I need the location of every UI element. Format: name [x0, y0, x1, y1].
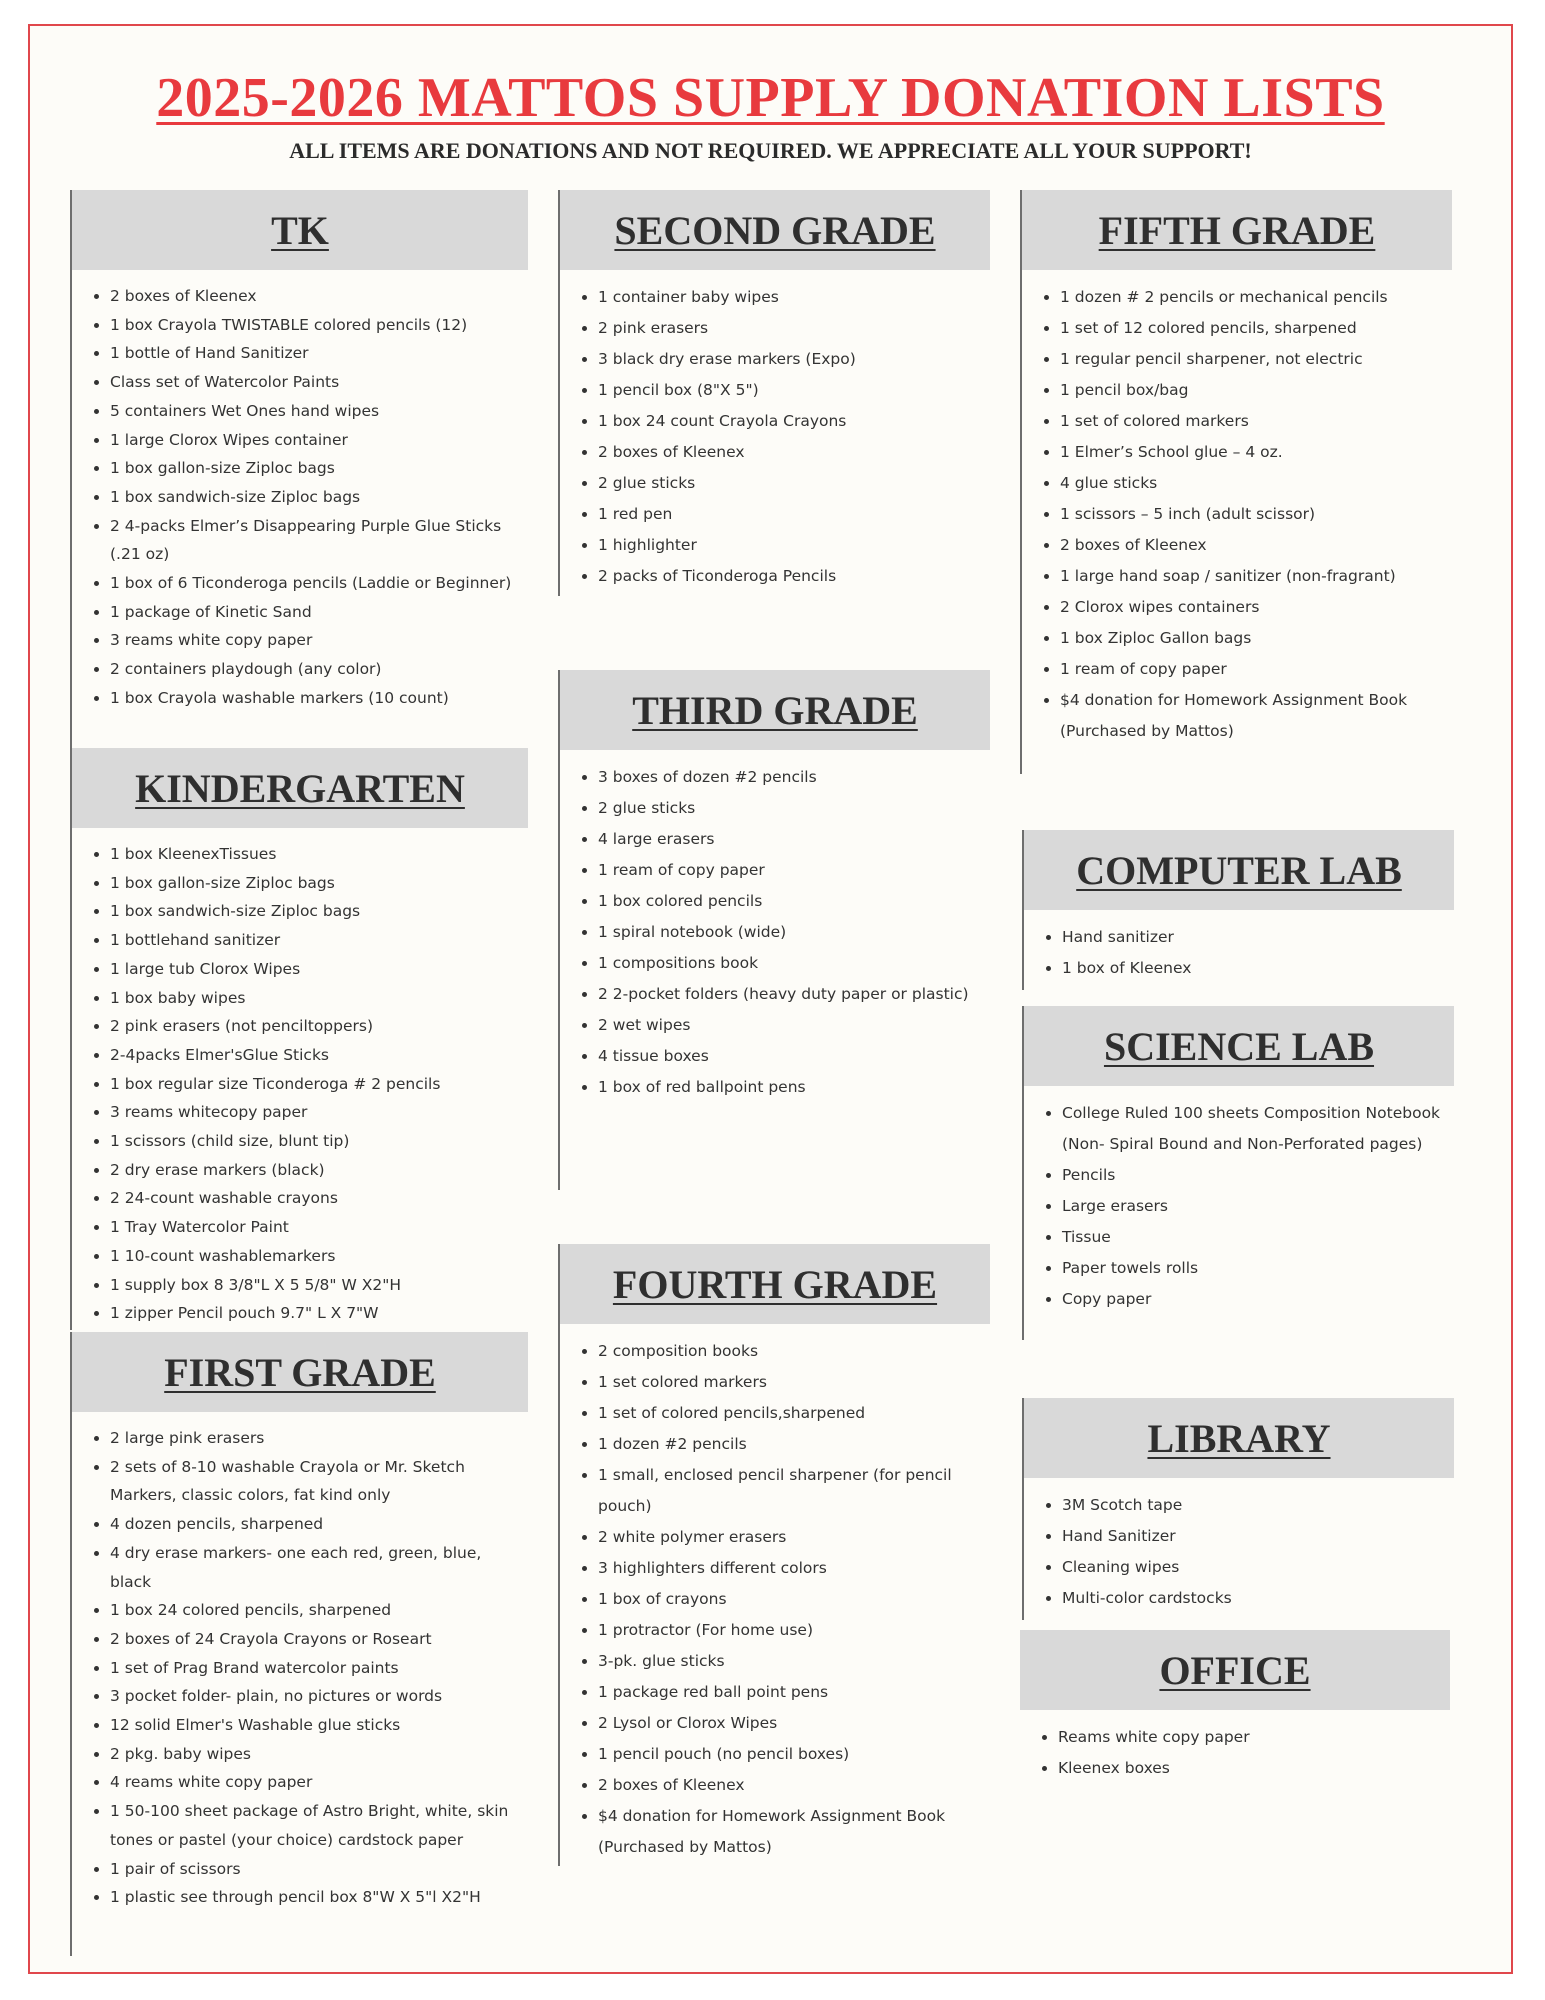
- section-heading-bar: [560, 190, 990, 270]
- list-item: • 1 box sandwich-size Ziploc bags: [110, 897, 520, 926]
- list-item: • 4 dry erase markers- one each red, green, blue, black: [110, 1539, 520, 1596]
- list-item: • Kleenex boxes: [1058, 1753, 1442, 1784]
- supply-list: [72, 270, 528, 713]
- list-item: • 2 white polymer erasers: [598, 1522, 982, 1553]
- section-heading: KINDERGARTEN: [135, 765, 465, 811]
- list-item: • 1 large hand soap / sanitizer (non-fragrant): [1060, 561, 1444, 592]
- section-heading: FOURTH GRADE: [612, 1261, 938, 1307]
- list-item: • 2 containers playdough (any color): [110, 655, 520, 684]
- list-item: • 1 box Crayola TWISTABLE colored pencils (12): [110, 311, 520, 340]
- list-item: • 2 glue sticks: [598, 468, 982, 499]
- list-item: • 1 pencil box/bag: [1060, 375, 1444, 406]
- list-item: • 1 set of 12 colored pencils, sharpened: [1060, 313, 1444, 344]
- supply-list: [1024, 1086, 1454, 1315]
- list-item: • 2 Clorox wipes containers: [1060, 592, 1444, 623]
- list-item: • 4 reams white copy paper: [110, 1768, 520, 1797]
- section-heading: OFFICE: [1159, 1647, 1311, 1693]
- list-item: • 1 highlighter: [598, 530, 982, 561]
- list-item: • 1 compositions book: [598, 948, 982, 979]
- supply-list: [72, 828, 528, 1328]
- list-item: • 1 dozen #2 pencils: [598, 1429, 982, 1460]
- list-item: • 2 pink erasers: [598, 313, 982, 344]
- list-item: • 1 box KleenexTissues: [110, 840, 520, 869]
- list-item: • 2 packs of Ticonderoga Pencils: [598, 561, 982, 592]
- list-item: • 1 bottlehand sanitizer: [110, 926, 520, 955]
- list-item: • 2 glue sticks: [598, 793, 982, 824]
- list-item: • 2 composition books: [598, 1336, 982, 1367]
- list-item: • 1 box of 6 Ticonderoga pencils (Laddie or Beginner): [110, 569, 520, 598]
- section-heading: THIRD GRADE: [632, 687, 918, 733]
- list-item: • 1 container baby wipes: [598, 282, 982, 313]
- list-item: • 1 Elmer’s School glue – 4 oz.: [1060, 437, 1444, 468]
- list-item: • 1 protractor (For home use): [598, 1615, 982, 1646]
- list-item: • $4 donation for Homework Assignment Book (Purchased by Mattos): [598, 1801, 982, 1863]
- list-item: • 1 regular pencil sharpener, not electric: [1060, 344, 1444, 375]
- section-heading-bar: [72, 190, 528, 270]
- list-item: • 2 sets of 8-10 washable Crayola or Mr. Sketch Markers, classic colors, fat kind only: [110, 1453, 520, 1510]
- list-item: • 1 box 24 colored pencils, sharpened: [110, 1596, 520, 1625]
- section-fifth-grade: [1020, 190, 1452, 774]
- list-item: • 4 glue sticks: [1060, 468, 1444, 499]
- list-item: • 1 spiral notebook (wide): [598, 917, 982, 948]
- section-heading: COMPUTER LAB: [1076, 847, 1402, 893]
- list-item: • Reams white copy paper: [1058, 1722, 1442, 1753]
- list-item: • 2 boxes of Kleenex: [110, 282, 520, 311]
- list-item: • 1 10-count washablemarkers: [110, 1242, 520, 1271]
- list-item: • 1 plastic see through pencil box 8"W X 5"l X2"H: [110, 1883, 520, 1912]
- list-item: • 2 pkg. baby wipes: [110, 1740, 520, 1769]
- list-item: • 3M Scotch tape: [1062, 1490, 1446, 1521]
- supply-list: [1022, 270, 1452, 747]
- section-library: [1022, 1398, 1454, 1620]
- list-item: • Paper towels rolls: [1062, 1253, 1446, 1284]
- supply-list: [560, 1324, 990, 1863]
- list-item: • 2 boxes of Kleenex: [598, 1770, 982, 1801]
- supply-list: [560, 750, 990, 1103]
- list-item: • 1 box Crayola washable markers (10 count): [110, 684, 520, 713]
- list-item: • Large erasers: [1062, 1191, 1446, 1222]
- list-item: • 1 red pen: [598, 499, 982, 530]
- list-item: • 2 boxes of 24 Crayola Crayons or Roseart: [110, 1625, 520, 1654]
- supply-list: [560, 270, 990, 592]
- section-heading: SCIENCE LAB: [1103, 1023, 1375, 1069]
- list-item: • 1 package red ball point pens: [598, 1677, 982, 1708]
- section-kindergarten: [70, 748, 528, 1330]
- supply-list: [72, 1412, 528, 1912]
- list-item: • 1 package of Kinetic Sand: [110, 598, 520, 627]
- list-item: • 3 boxes of dozen #2 pencils: [598, 762, 982, 793]
- section-heading-bar: [1022, 190, 1452, 270]
- section-heading: LIBRARY: [1147, 1415, 1331, 1461]
- list-item: • 1 box colored pencils: [598, 886, 982, 917]
- list-item: • 1 pencil box (8"X 5"): [598, 375, 982, 406]
- list-item: • 1 box of crayons: [598, 1584, 982, 1615]
- section-science-lab: [1022, 1006, 1454, 1340]
- list-item: • 1 bottle of Hand Sanitizer: [110, 339, 520, 368]
- list-item: • 1 box 24 count Crayola Crayons: [598, 406, 982, 437]
- list-item: • 1 box of red ballpoint pens: [598, 1072, 982, 1103]
- list-item: • 1 set of Prag Brand watercolor paints: [110, 1654, 520, 1683]
- section-fourth-grade: [558, 1244, 990, 1866]
- list-item: • 1 scissors (child size, blunt tip): [110, 1127, 520, 1156]
- list-item: • 1 box Ziploc Gallon bags: [1060, 623, 1444, 654]
- section-tk: [70, 190, 528, 748]
- list-item: • Hand Sanitizer: [1062, 1521, 1446, 1552]
- list-item: • 12 solid Elmer's Washable glue sticks: [110, 1711, 520, 1740]
- list-item: • 1 small, enclosed pencil sharpener (for pencil pouch): [598, 1460, 982, 1522]
- list-item: • 4 tissue boxes: [598, 1041, 982, 1072]
- section-office: [1020, 1630, 1450, 1790]
- section-heading-bar: [1020, 1630, 1450, 1710]
- list-item: • 1 ream of copy paper: [1060, 654, 1444, 685]
- list-item: • 1 Tray Watercolor Paint: [110, 1213, 520, 1242]
- list-item: • 2 boxes of Kleenex: [598, 437, 982, 468]
- list-item: • 2 large pink erasers: [110, 1424, 520, 1453]
- list-item: • $4 donation for Homework Assignment Book (Purchased by Mattos): [1060, 685, 1444, 747]
- list-item: • 1 large tub Clorox Wipes: [110, 955, 520, 984]
- section-heading: TK: [271, 207, 329, 253]
- list-item: • 2-4packs Elmer'sGlue Sticks: [110, 1041, 520, 1070]
- section-heading-bar: [560, 670, 990, 750]
- section-heading: FIFTH GRADE: [1098, 207, 1376, 253]
- list-item: • 1 box baby wipes: [110, 984, 520, 1013]
- list-item: • 1 supply box 8 3/8"L X 5 5/8" W X2"H: [110, 1271, 520, 1300]
- section-heading-bar: [560, 1244, 990, 1324]
- list-item: • 1 pencil pouch (no pencil boxes): [598, 1739, 982, 1770]
- list-item: • 3 reams whitecopy paper: [110, 1098, 520, 1127]
- page-subtitle: ALL ITEMS ARE DONATIONS AND NOT REQUIRED. WE APPRECIATE ALL YOUR SUPPORT!: [289, 138, 1252, 163]
- list-item: • 1 large Clorox Wipes container: [110, 426, 520, 455]
- list-item: • Copy paper: [1062, 1284, 1446, 1315]
- list-item: • 1 ream of copy paper: [598, 855, 982, 886]
- list-item: • Pencils: [1062, 1160, 1446, 1191]
- list-item: • 4 dozen pencils, sharpened: [110, 1510, 520, 1539]
- list-item: • 1 set colored markers: [598, 1367, 982, 1398]
- list-item: • 2 Lysol or Clorox Wipes: [598, 1708, 982, 1739]
- list-item: • 2 boxes of Kleenex: [1060, 530, 1444, 561]
- list-item: • 3 pocket folder- plain, no pictures or words: [110, 1682, 520, 1711]
- list-item: • Tissue: [1062, 1222, 1446, 1253]
- list-item: • 1 pair of scissors: [110, 1855, 520, 1884]
- list-item: • Class set of Watercolor Paints: [110, 368, 520, 397]
- list-item: • 1 box gallon-size Ziploc bags: [110, 454, 520, 483]
- flyer-page: [28, 24, 1513, 1974]
- list-item: • 1 zipper Pencil pouch 9.7" L X 7"W: [110, 1299, 520, 1328]
- list-item: • 1 dozen # 2 pencils or mechanical pencils: [1060, 282, 1444, 313]
- section-heading-bar: [1024, 1398, 1454, 1478]
- list-item: • 3 reams white copy paper: [110, 626, 520, 655]
- list-item: • 1 scissors – 5 inch (adult scissor): [1060, 499, 1444, 530]
- section-heading-bar: [72, 748, 528, 828]
- list-item: • 2 pink erasers (not penciltoppers): [110, 1012, 520, 1041]
- list-item: • 1 box gallon-size Ziploc bags: [110, 869, 520, 898]
- list-item: • 3 highlighters different colors: [598, 1553, 982, 1584]
- section-heading-bar: [1024, 1006, 1454, 1086]
- list-item: • Hand sanitizer: [1062, 922, 1446, 953]
- list-item: • 2 wet wipes: [598, 1010, 982, 1041]
- list-item: • 2 2-pocket folders (heavy duty paper or plastic): [598, 979, 982, 1010]
- section-heading: FIRST GRADE: [164, 1349, 436, 1395]
- list-item: • 2 24-count washable crayons: [110, 1184, 520, 1213]
- supply-list: [1020, 1710, 1450, 1784]
- list-item: • 1 box regular size Ticonderoga # 2 pencils: [110, 1070, 520, 1099]
- list-item: • 5 containers Wet Ones hand wipes: [110, 397, 520, 426]
- list-item: • Cleaning wipes: [1062, 1552, 1446, 1583]
- list-item: • 3 black dry erase markers (Expo): [598, 344, 982, 375]
- list-item: • 1 50-100 sheet package of Astro Bright, white, skin tones or pastel (your choice) cardstock paper: [110, 1797, 520, 1854]
- section-heading-bar: [72, 1332, 528, 1412]
- list-item: • 1 box sandwich-size Ziploc bags: [110, 483, 520, 512]
- section-first-grade: [70, 1332, 528, 1956]
- list-item: • 1 box of Kleenex: [1062, 953, 1446, 984]
- list-item: • College Ruled 100 sheets Composition Notebook (Non- Spiral Bound and Non-Perforated pages): [1062, 1098, 1446, 1160]
- list-item: • 2 4-packs Elmer’s Disappearing Purple Glue Sticks (.21 oz): [110, 512, 520, 569]
- section-second-grade: [558, 190, 990, 596]
- list-item: • 3-pk. glue sticks: [598, 1646, 982, 1677]
- list-item: • 4 large erasers: [598, 824, 982, 855]
- section-computer-lab: [1022, 830, 1454, 990]
- list-item: • 1 set of colored markers: [1060, 406, 1444, 437]
- page-title: 2025-2026 MATTOS SUPPLY DONATION LISTS: [156, 67, 1385, 129]
- section-third-grade: [558, 670, 990, 1190]
- supply-list: [1024, 1478, 1454, 1614]
- list-item: • 2 dry erase markers (black): [110, 1156, 520, 1185]
- section-heading: SECOND GRADE: [614, 207, 936, 253]
- list-item: • 1 set of colored pencils,sharpened: [598, 1398, 982, 1429]
- supply-list: [1024, 910, 1454, 984]
- list-item: • Multi-color cardstocks: [1062, 1583, 1446, 1614]
- section-heading-bar: [1024, 830, 1454, 910]
